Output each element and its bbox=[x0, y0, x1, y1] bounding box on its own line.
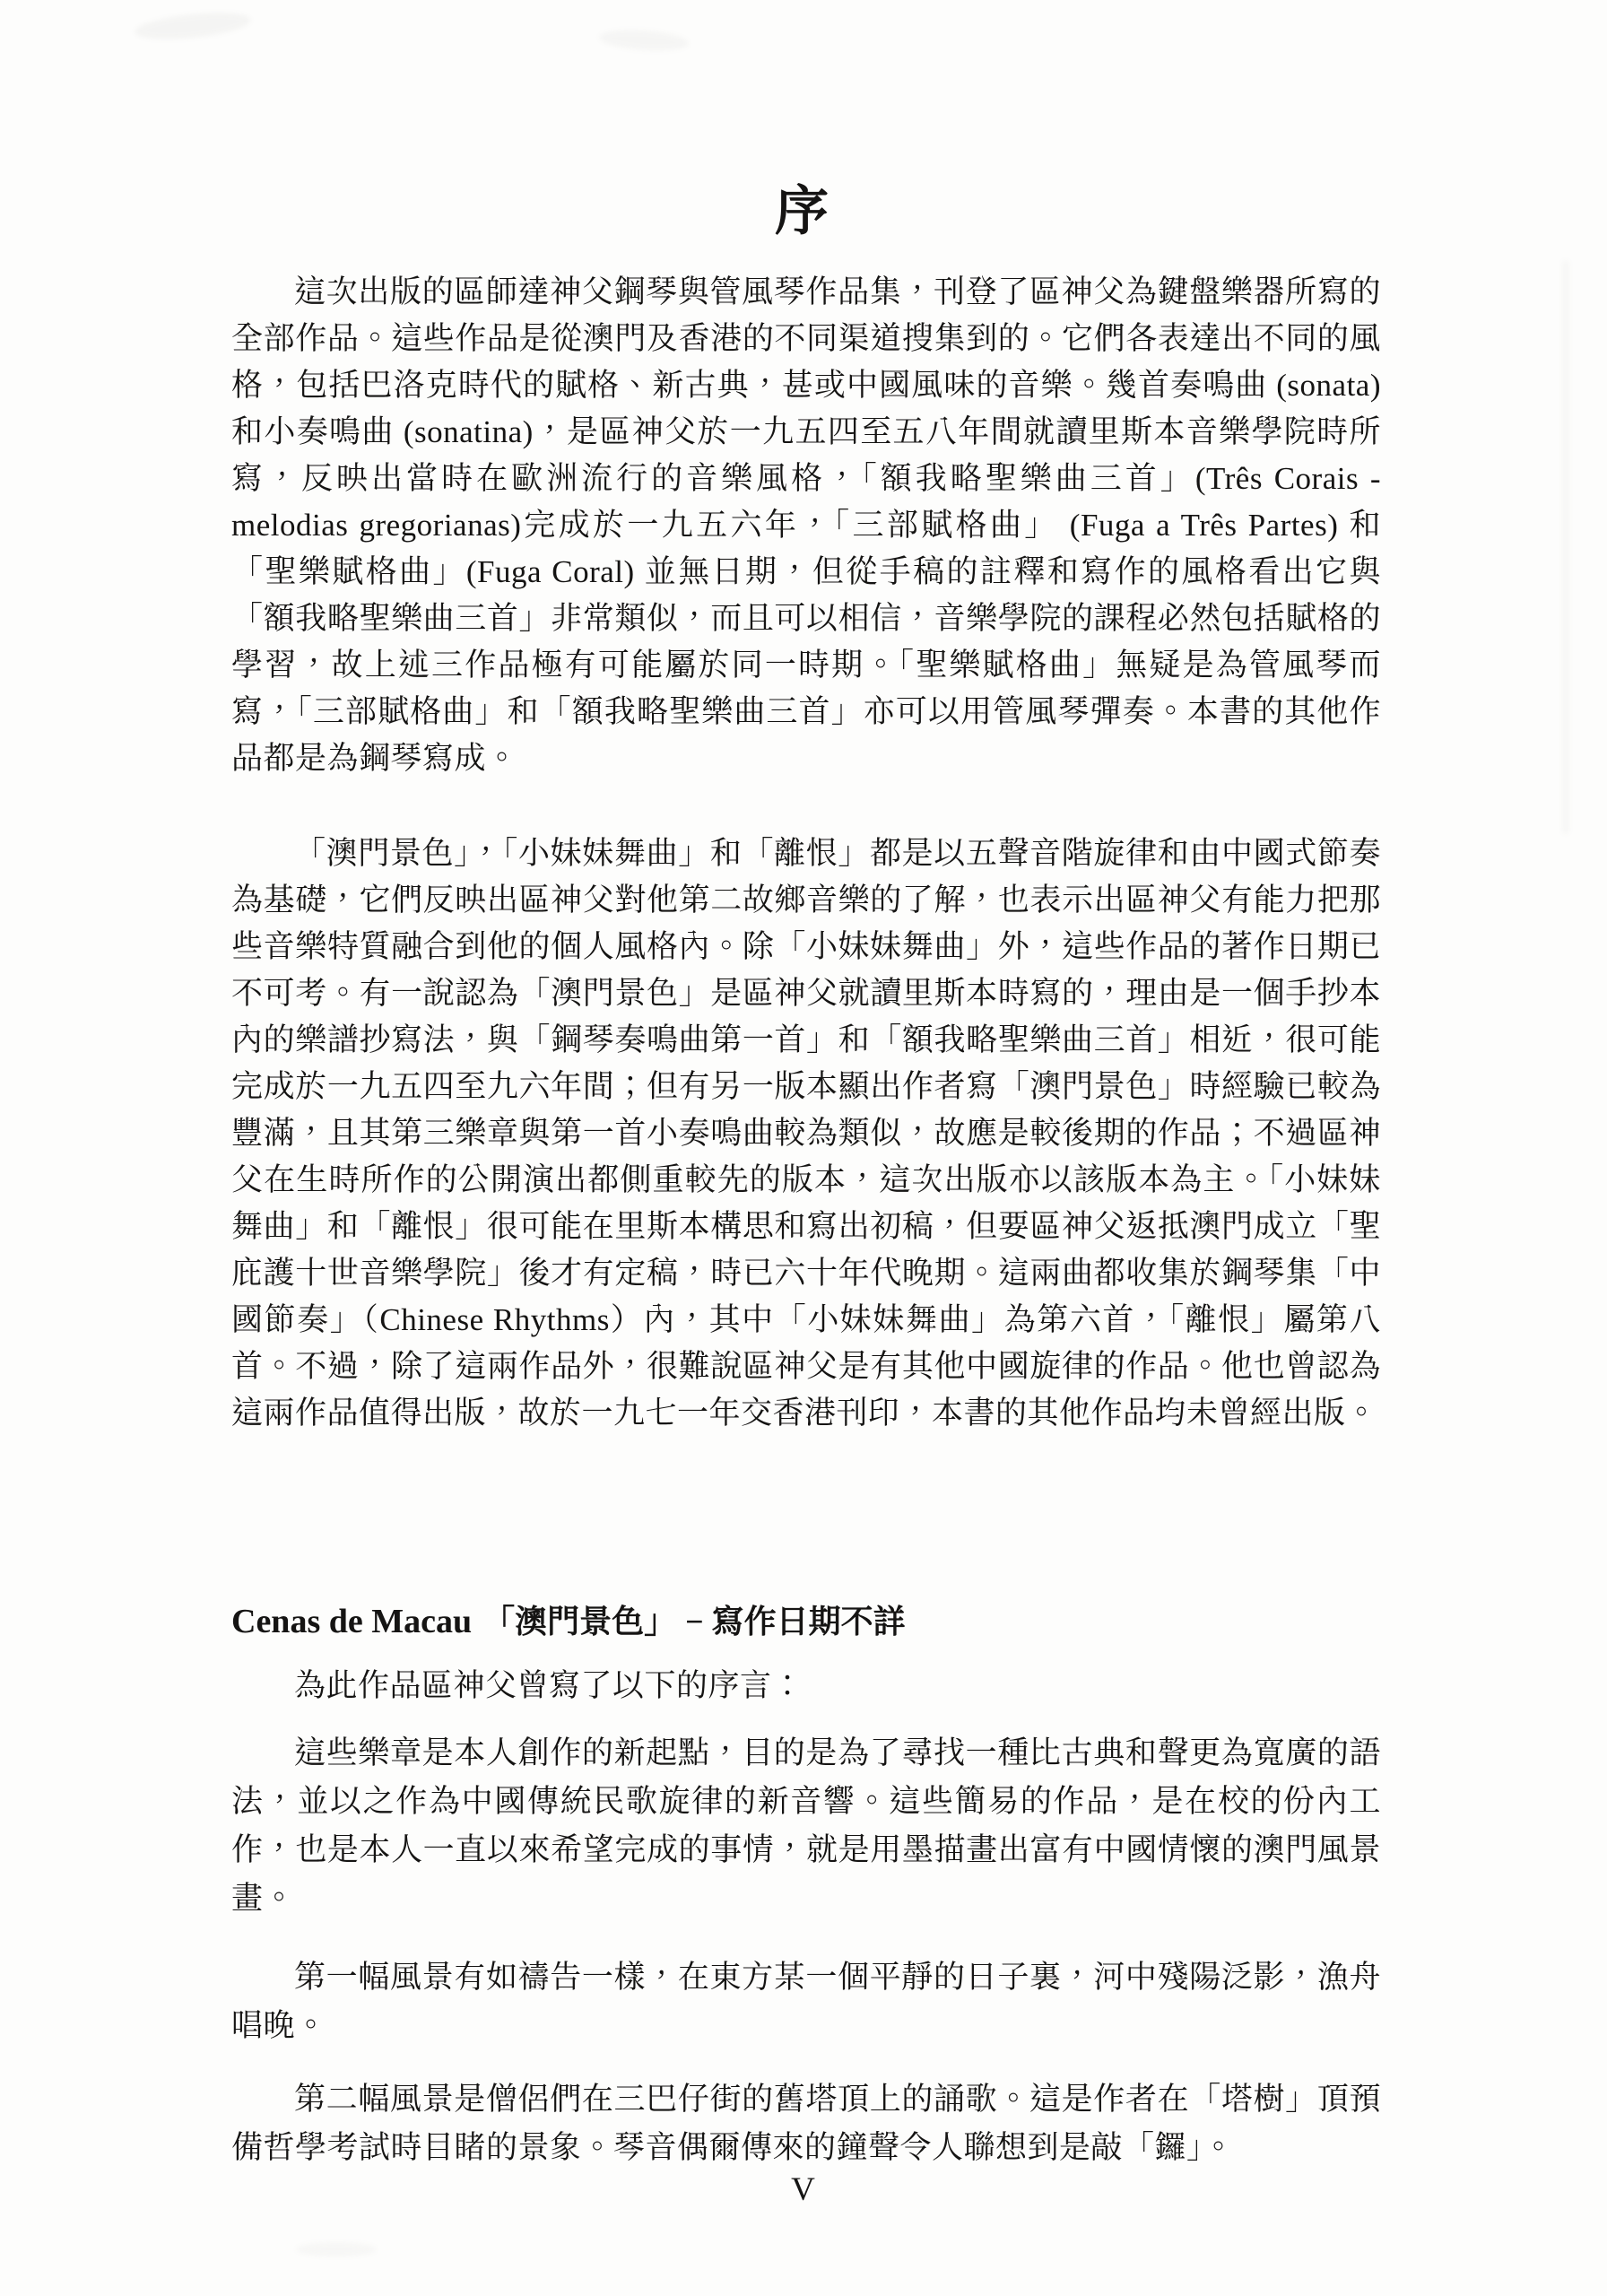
scan-smudge bbox=[296, 2242, 377, 2257]
scan-smudge bbox=[598, 28, 689, 54]
quoted-preface-paragraph-2: 第一幅風景有如禱告一樣，在東方某一個平靜的日子裏，河中殘陽泛影，漁舟唱晚。 bbox=[231, 1960, 1381, 2043]
section-heading bbox=[231, 1596, 1381, 1642]
page-number: V bbox=[791, 2171, 816, 2208]
page-title: 序 bbox=[775, 182, 832, 241]
quoted-preface-paragraph-1: 這些樂章是本人創作的新起點，目的是為了尋找一種比古典和聲更為寬廣的語法，並以之作為中國傳統民歌旋律的新音響。這些簡易的作品，是在校的份內工作，也是本人一直以來希望完成的事情，就是用墨描畫出富有中國情懷的澳門風景畫。 bbox=[231, 1735, 1381, 1916]
scan-smudge bbox=[1562, 260, 1569, 834]
section-heading-cjk-title: 「澳門景色」 bbox=[482, 1604, 677, 1639]
section-heading-date-note: − 寫作日期不詳 bbox=[685, 1604, 906, 1639]
paragraph-2: 「澳門景色」，「小妹妹舞曲」和「離恨」都是以五聲音階旋律和由中國式節奏為基礎，它們反映出區神父對他第二故鄉音樂的了解，也表示出區神父有能力把那些音樂特質融合到他的個人風格內。除「小妹妹舞曲」外，這些作品的著作日期已不可考。有一說認為「澳門景色」是區神父就讀里斯本時寫的，理由是一個手抄本內的樂譜抄寫法，與「鋼琴奏鳴曲第一首」和「額我略聖樂曲三首」相近，很可能完成於一九五四至九六年間；但有另一版本顯出作者寫「澳門景色」時經驗已較為豐滿，且其第三樂章與第一首小奏鳴曲較為類似，故應是較後期的作品；不過區神父在生時所作的公開演出都側重較先的版本，這次出版亦以該版本為主。「小妹妹舞曲」和「離恨」很可能在里斯本構思和寫出初稿，但要區神父返抵澳門成立「聖庇護十世音樂學院」後才有定稿，時已六十年代晚期。這兩曲都收集於鋼琴集「中國節奏」（Chinese Rhythms）內，其中「小妹妹舞曲」為第六首，「離恨」屬第八首。不過，除了這兩作品外，很難說區神父是有其他中國旋律的作品。他也曾認為這兩作品值得出版，故於一九七一年交香港刊印，本書的其他作品均未曾經出版。 bbox=[231, 836, 1381, 1431]
scan-smudge bbox=[134, 8, 252, 43]
quoted-preface-paragraph-3: 第二幅風景是僧侶們在三巴仔街的舊塔頂上的誦歌。這是作者在「塔樹」頂預備哲學考試時目睹的景象。琴音偶爾傳來的鐘聲令人聯想到是敲「鑼」。 bbox=[231, 2082, 1381, 2165]
paragraph-1: 這次出版的區師達神父鋼琴與管風琴作品集，刊登了區神父為鍵盤樂器所寫的全部作品。這些作品是從澳門及香港的不同渠道搜集到的。它們各表達出不同的風格，包括巴洛克時代的賦格、新古典，甚或中國風味的音樂。幾首奏鳴曲 (sonata) 和小奏鳴曲 (sonatina)，是區神父於一九五四至五八年間就讀里斯本音樂學院時所寫，反映出當時在歐洲流行的音樂風格，「額我略聖樂曲三首」(Três Corais - melodias gregorianas)完成於一九五六年，「三部賦格曲」 (Fuga a Três Partes) 和「聖樂賦格曲」(Fuga Coral) 並無日期，但從手稿的註釋和寫作的風格看出它與「額我略聖樂曲三首」非常類似，而且可以相信，音樂學院的課程必然包括賦格的學習，故上述三作品極有可能屬於同一時期。「聖樂賦格曲」無疑是為管風琴而寫，「三部賦格曲」和「額我略聖樂曲三首」亦可以用管風琴彈奏。本書的其他作品都是為鋼琴寫成。 bbox=[231, 274, 1381, 776]
section-intro-line: 為此作品區神父曾寫了以下的序言： bbox=[294, 1668, 804, 1703]
section-heading-latin-title: Cenas de Macau bbox=[231, 1603, 473, 1640]
